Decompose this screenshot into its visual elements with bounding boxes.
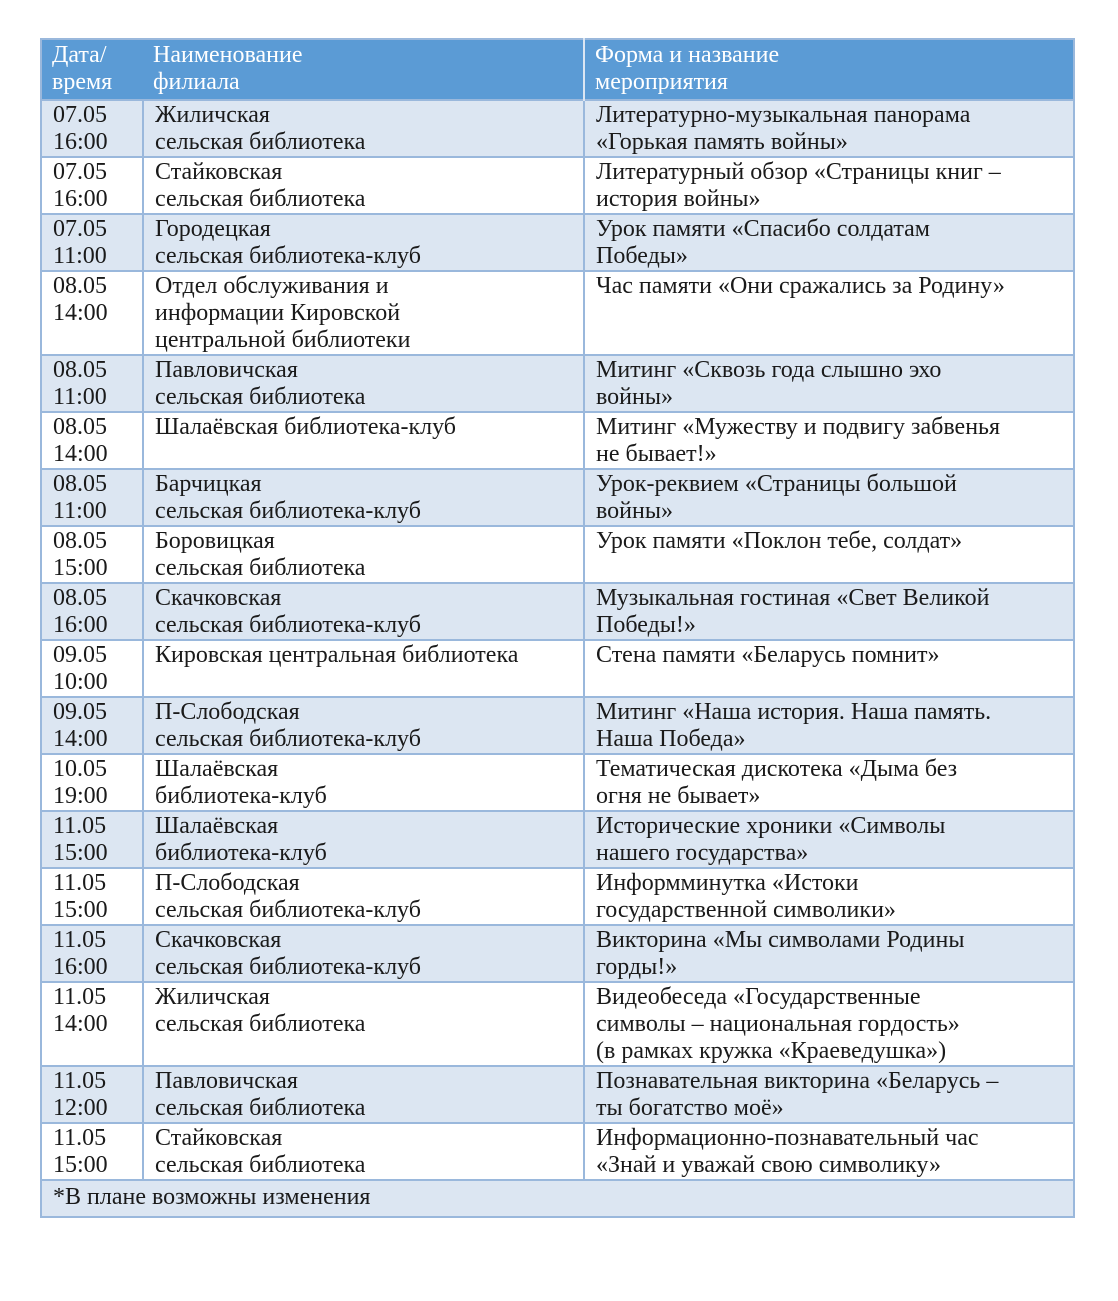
table-row <box>41 469 1074 526</box>
table-row <box>41 868 1074 925</box>
date-cell: 07.05 11:00 <box>41 214 143 271</box>
table-row <box>41 1066 1074 1123</box>
event-cell: Информационно-познавательный час «Знай и уважай свою символику» <box>584 1123 1074 1180</box>
table-row <box>41 640 1074 697</box>
table-row <box>41 412 1074 469</box>
event-cell: Исторические хроники «Символы нашего государства» <box>584 811 1074 868</box>
event-cell: Митинг «Сквозь года слышно эхо войны» <box>584 355 1074 412</box>
table-row <box>41 214 1074 271</box>
table-row <box>41 811 1074 868</box>
date-cell: 08.05 14:00 <box>41 412 143 469</box>
date-cell: 08.05 11:00 <box>41 469 143 526</box>
events-table <box>40 38 1075 1218</box>
branch-cell: Павловичская сельская библиотека <box>143 355 584 412</box>
branch-cell: Кировская центральная библиотека <box>143 640 584 697</box>
branch-cell: Стайковская сельская библиотека <box>143 157 584 214</box>
date-cell: 11.05 12:00 <box>41 1066 143 1123</box>
branch-cell: Стайковская сельская библиотека <box>143 1123 584 1180</box>
date-cell: 08.05 15:00 <box>41 526 143 583</box>
header-event: Форма и название мероприятия <box>584 39 1074 100</box>
changes-note: *В плане возможны изменения <box>41 1180 1074 1217</box>
event-cell: Час памяти «Они сражались за Родину» <box>584 271 1074 355</box>
event-cell: Урок-реквием «Страницы большой войны» <box>584 469 1074 526</box>
date-cell: 11.05 15:00 <box>41 868 143 925</box>
branch-cell: Скачковская сельская библиотека-клуб <box>143 583 584 640</box>
table-row <box>41 982 1074 1066</box>
header-date: Дата/ время <box>41 39 143 100</box>
events-schedule <box>40 38 1073 1218</box>
date-cell: 11.05 16:00 <box>41 925 143 982</box>
branch-cell: Городецкая сельская библиотека-клуб <box>143 214 584 271</box>
table-row <box>41 271 1074 355</box>
event-cell: Литературно-музыкальная панорама «Горькая память войны» <box>584 100 1074 157</box>
branch-cell: Шалаёвская библиотека-клуб <box>143 412 584 469</box>
event-cell: Урок памяти «Спасибо солдатам Победы» <box>584 214 1074 271</box>
event-cell: Урок памяти «Поклон тебе, солдат» <box>584 526 1074 583</box>
table-row <box>41 754 1074 811</box>
event-cell: Викторина «Мы символами Родины горды!» <box>584 925 1074 982</box>
table-row <box>41 157 1074 214</box>
branch-cell: Отдел обслуживания и информации Кировской центральной библиотеки <box>143 271 584 355</box>
branch-cell: Жиличская сельская библиотека <box>143 982 584 1066</box>
branch-cell: П-Слободская сельская библиотека-клуб <box>143 697 584 754</box>
branch-cell: Шалаёвская библиотека-клуб <box>143 754 584 811</box>
date-cell: 11.05 15:00 <box>41 811 143 868</box>
date-cell: 10.05 19:00 <box>41 754 143 811</box>
event-cell: Музыкальная гостиная «Свет Великой Победы!» <box>584 583 1074 640</box>
date-cell: 09.05 14:00 <box>41 697 143 754</box>
header-branch: Наименование филиала <box>143 39 584 100</box>
branch-cell: Жиличская сельская библиотека <box>143 100 584 157</box>
table-row <box>41 925 1074 982</box>
event-cell: Митинг «Мужеству и подвигу забвенья не бывает!» <box>584 412 1074 469</box>
date-cell: 07.05 16:00 <box>41 100 143 157</box>
event-cell: Митинг «Наша история. Наша память. Наша Победа» <box>584 697 1074 754</box>
branch-cell: Павловичская сельская библиотека <box>143 1066 584 1123</box>
date-cell: 09.05 10:00 <box>41 640 143 697</box>
table-row <box>41 697 1074 754</box>
date-cell: 07.05 16:00 <box>41 157 143 214</box>
date-cell: 11.05 14:00 <box>41 982 143 1066</box>
branch-cell: Боровицкая сельская библиотека <box>143 526 584 583</box>
date-cell: 11.05 15:00 <box>41 1123 143 1180</box>
event-cell: Тематическая дискотека «Дыма без огня не бывает» <box>584 754 1074 811</box>
table-body <box>41 100 1074 1180</box>
table-row <box>41 583 1074 640</box>
event-cell: Стена памяти «Беларусь помнит» <box>584 640 1074 697</box>
branch-cell: Скачковская сельская библиотека-клуб <box>143 925 584 982</box>
event-cell: Информминутка «Истоки государственной символики» <box>584 868 1074 925</box>
event-cell: Познавательная викторина «Беларусь – ты богатство моё» <box>584 1066 1074 1123</box>
branch-cell: Шалаёвская библиотека-клуб <box>143 811 584 868</box>
table-row <box>41 355 1074 412</box>
event-cell: Видеобеседа «Государственные символы – национальная гордость» (в рамках кружка «Краеведушка») <box>584 982 1074 1066</box>
branch-cell: П-Слободская сельская библиотека-клуб <box>143 868 584 925</box>
date-cell: 08.05 11:00 <box>41 355 143 412</box>
date-cell: 08.05 16:00 <box>41 583 143 640</box>
event-cell: Литературный обзор «Страницы книг – история войны» <box>584 157 1074 214</box>
branch-cell: Барчицкая сельская библиотека-клуб <box>143 469 584 526</box>
note-row <box>41 1180 1074 1217</box>
date-cell: 08.05 14:00 <box>41 271 143 355</box>
table-row <box>41 1123 1074 1180</box>
table-header-row <box>41 39 1074 100</box>
table-row <box>41 526 1074 583</box>
table-row <box>41 100 1074 157</box>
